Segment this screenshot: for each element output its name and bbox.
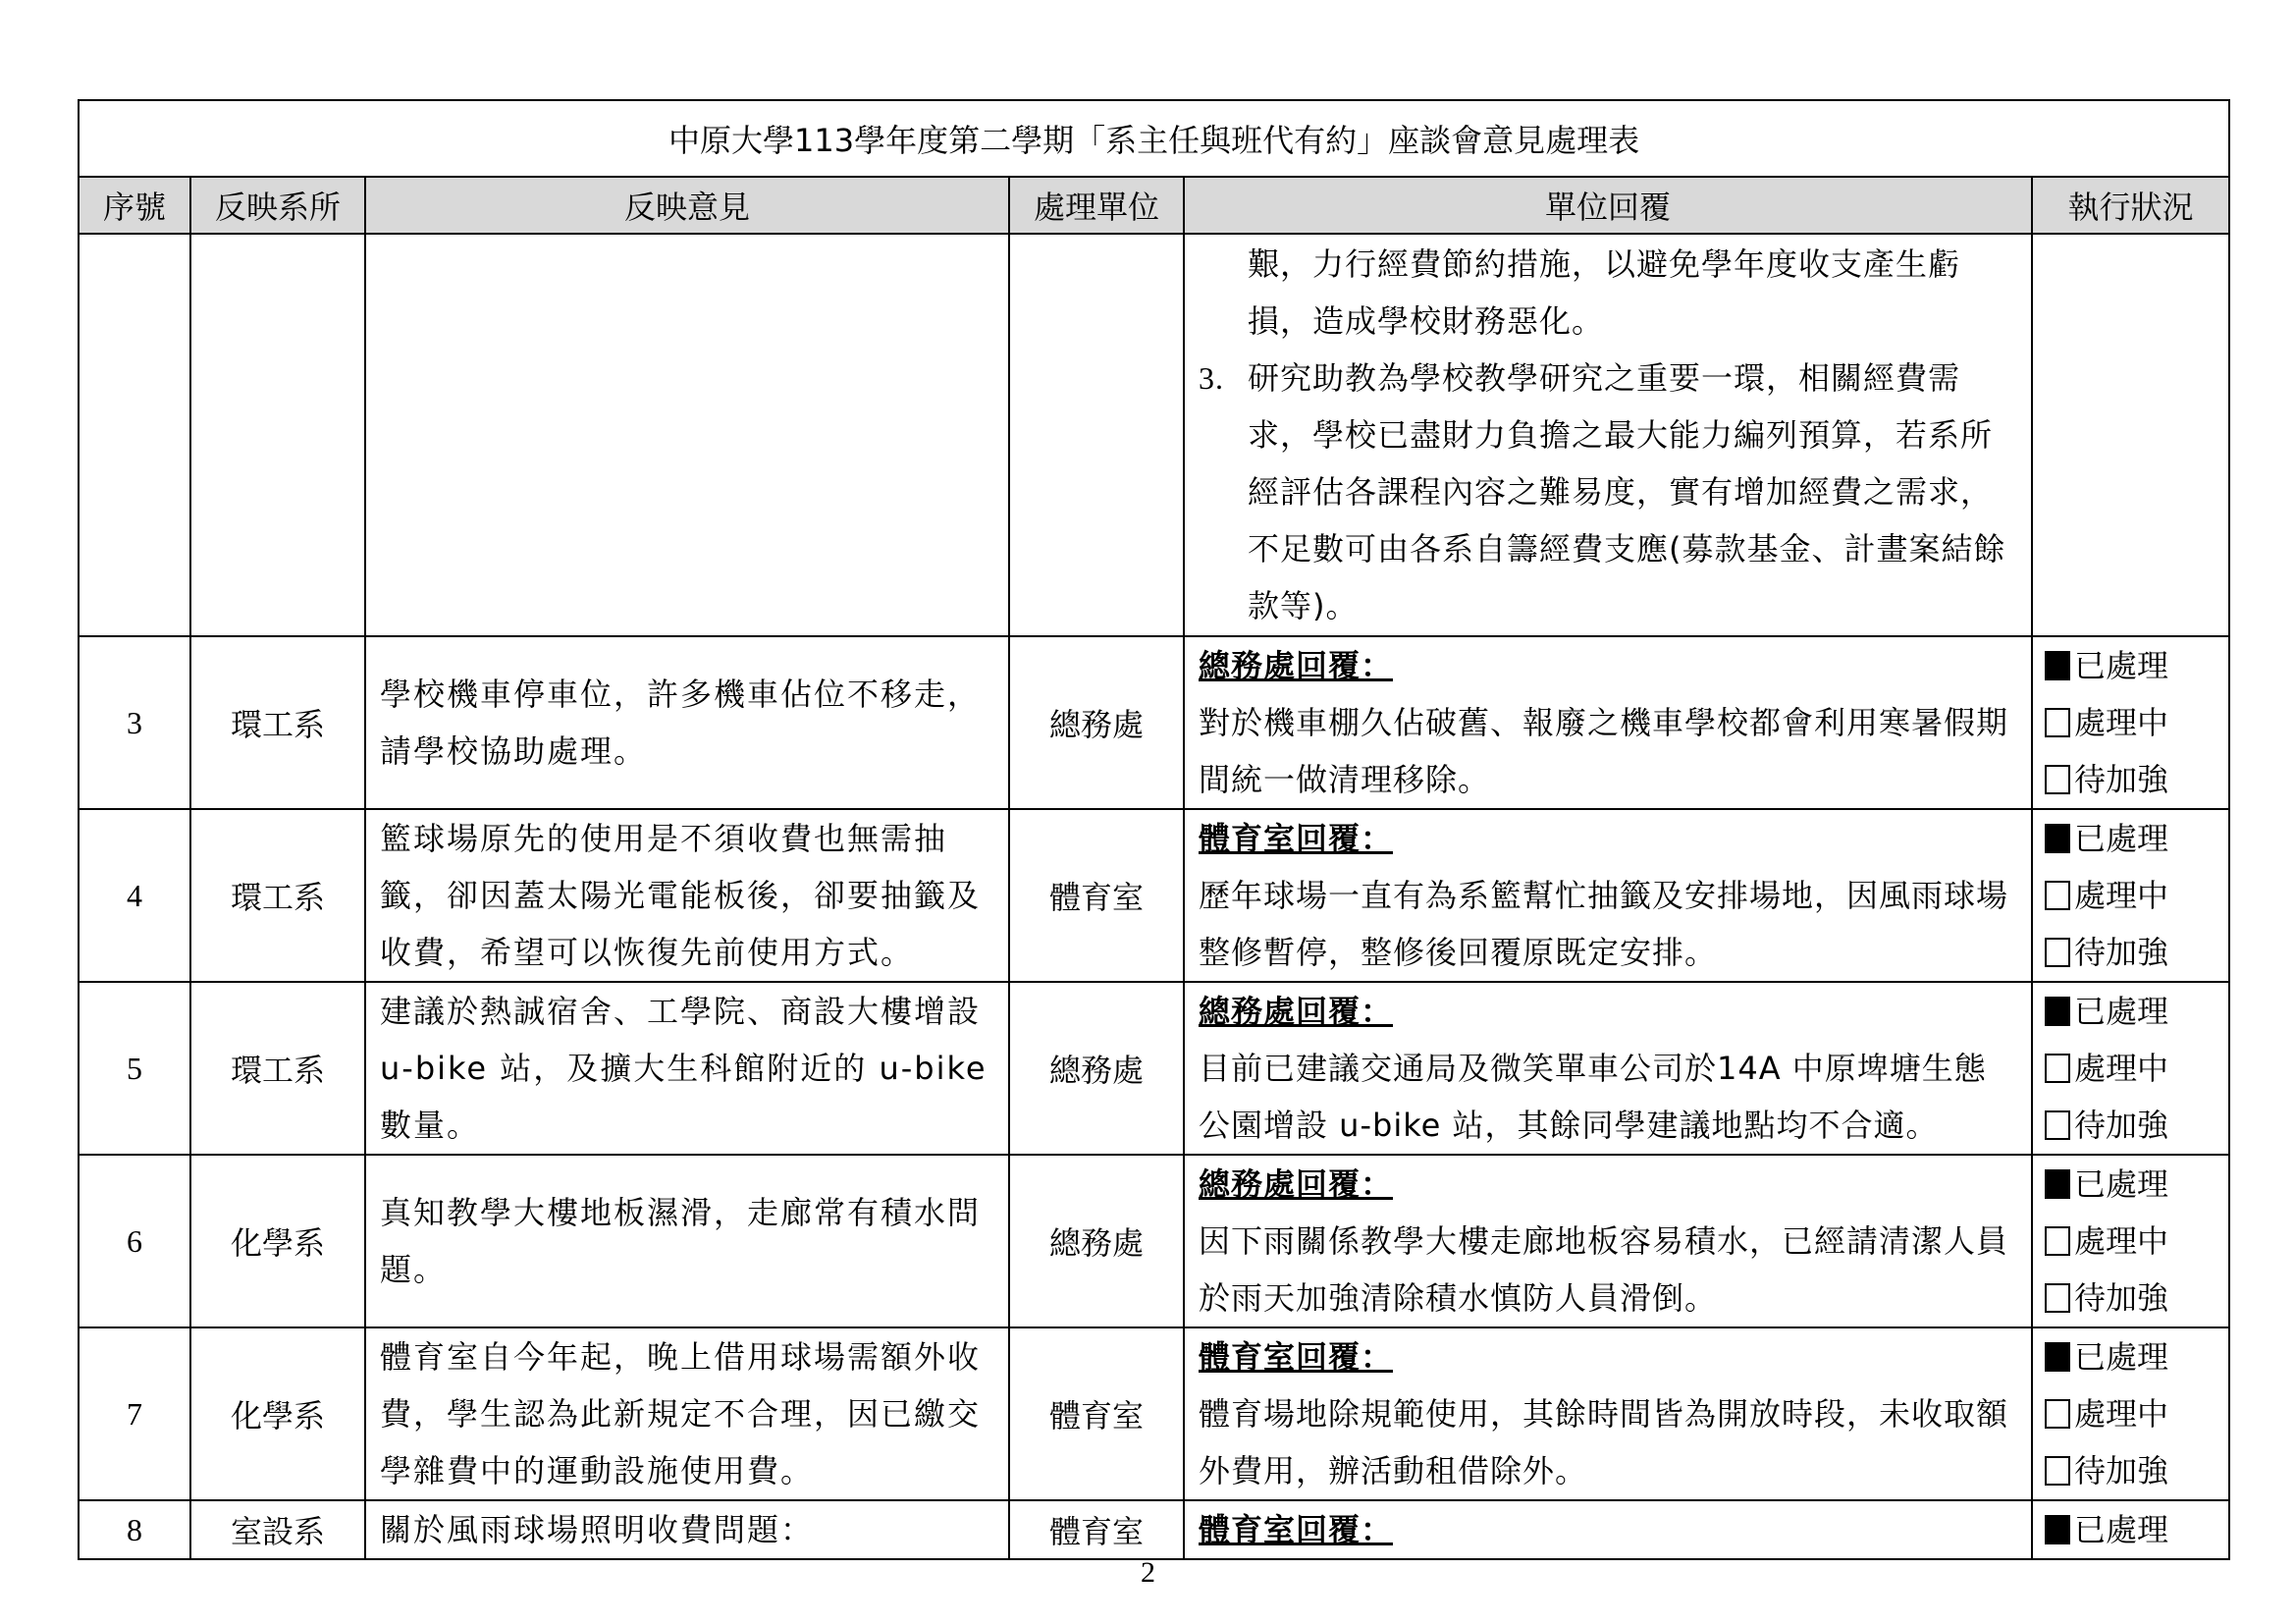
response-title: 體育室回覆：	[1199, 820, 1394, 857]
table-row	[79, 809, 2229, 982]
status-label: 處理中	[2074, 1395, 2169, 1433]
checkbox-icon	[2045, 938, 2070, 967]
continuation-line	[1199, 406, 2017, 463]
table-row	[79, 1155, 2229, 1327]
continuation-line	[1199, 350, 2017, 406]
row-seq: 6	[79, 1155, 190, 1327]
opinion-table	[78, 99, 2230, 1560]
continuation-response	[1184, 234, 2032, 636]
checkbox-icon	[2045, 824, 2070, 853]
table-row	[79, 1327, 2229, 1500]
response-title: 體育室回覆：	[1199, 1511, 1394, 1548]
row-response	[1184, 636, 2032, 809]
status-option	[2045, 694, 2228, 751]
row-opinion: 學校機車停車位，許多機車佔位不移走，請學校協助處理。	[365, 636, 1009, 809]
status-cell	[2032, 982, 2229, 1155]
row-dept: 室設系	[190, 1500, 365, 1559]
checkbox-icon	[2045, 1054, 2070, 1083]
checkbox-icon	[2045, 881, 2070, 910]
status-option	[2045, 924, 2228, 981]
row-seq: 4	[79, 809, 190, 982]
row-opinion: 建議於熱誠宿舍、工學院、商設大樓增設 u-bike 站，及擴大生科館附近的 u-bike 數量。	[365, 982, 1009, 1155]
header-opinion: 反映意見	[365, 177, 1009, 234]
row-dept: 化學系	[190, 1327, 365, 1500]
response-title: 體育室回覆：	[1199, 1338, 1394, 1376]
status-option	[2045, 1156, 2228, 1213]
status-option	[2045, 1328, 2228, 1385]
row-opinion: 籃球場原先的使用是不須收費也無需抽籤，卻因蓋太陽光電能板後，卻要抽籤及收費，希望可以恢復先前使用方式。	[365, 809, 1009, 982]
status-cell	[2032, 636, 2229, 809]
page-number: 2	[1141, 1556, 1155, 1589]
line-text: 艱，力行經費節約措施，以避免學年度收支產生虧	[1248, 245, 1961, 283]
status-label: 待加強	[2074, 934, 2169, 971]
status-option	[2045, 1213, 2228, 1270]
line-text: 求，學校已盡財力負擔之最大能力編列預算，若系所	[1248, 416, 1994, 454]
checkbox-icon	[2045, 1283, 2070, 1313]
row-seq: 8	[79, 1500, 190, 1559]
status-label: 已處理	[2074, 1511, 2169, 1548]
continuation-row	[79, 234, 2229, 636]
header-row	[79, 177, 2229, 234]
row-dept: 環工系	[190, 636, 365, 809]
checkbox-icon	[2045, 1342, 2070, 1372]
checkbox-icon	[2045, 651, 2070, 680]
continuation-line	[1199, 293, 2017, 350]
status-label: 處理中	[2074, 704, 2169, 741]
row-unit: 體育室	[1009, 1327, 1184, 1500]
table-row	[79, 1500, 2229, 1559]
row-opinion: 真知教學大樓地板濕滑，走廊常有積水問題。	[365, 1155, 1009, 1327]
row-unit: 總務處	[1009, 1155, 1184, 1327]
checkbox-icon	[2045, 708, 2070, 737]
line-text: 不足數可由各系自籌經費支應(募款基金、計畫案結餘	[1248, 530, 2006, 568]
continuation-line	[1199, 577, 2017, 634]
status-option	[2045, 810, 2228, 867]
status-label: 待加強	[2074, 1279, 2169, 1317]
row-dept: 環工系	[190, 809, 365, 982]
row-opinion: 關於風雨球場照明收費問題：	[365, 1500, 1009, 1559]
response-title: 總務處回覆：	[1199, 1165, 1394, 1203]
row-dept: 環工系	[190, 982, 365, 1155]
status-option	[2045, 867, 2228, 924]
status-option	[2045, 1501, 2228, 1558]
response-text: 歷年球場一直有為系籃幫忙抽籤及安排場地，因風雨球場整修暫停，整修後回覆原既定安排。	[1199, 877, 2009, 971]
status-label: 處理中	[2074, 1222, 2169, 1260]
header-response: 單位回覆	[1184, 177, 2032, 234]
status-option	[2045, 983, 2228, 1040]
response-title: 總務處回覆：	[1199, 993, 1394, 1030]
row-response	[1184, 1500, 2032, 1559]
header-dept: 反映系所	[190, 177, 365, 234]
response-text: 目前已建議交通局及微笑單車公司於14A 中原埤塘生態公園增設 u-bike 站，其餘同學建議地點均不合適。	[1199, 1050, 1987, 1144]
row-seq: 5	[79, 982, 190, 1155]
row-unit: 總務處	[1009, 982, 1184, 1155]
status-label: 已處理	[2074, 820, 2169, 857]
row-unit: 總務處	[1009, 636, 1184, 809]
status-cell	[2032, 1155, 2229, 1327]
status-option	[2045, 637, 2228, 694]
checkbox-icon	[2045, 765, 2070, 794]
status-label: 待加強	[2074, 1452, 2169, 1489]
checkbox-icon	[2045, 1226, 2070, 1256]
row-response	[1184, 1155, 2032, 1327]
response-text: 因下雨關係教學大樓走廊地板容易積水，已經請清潔人員於雨天加強清除積水慎防人員滑倒。	[1199, 1222, 2009, 1317]
checkbox-icon	[2045, 1456, 2070, 1486]
row-seq: 7	[79, 1327, 190, 1500]
row-dept: 化學系	[190, 1155, 365, 1327]
status-option	[2045, 751, 2228, 808]
status-option	[2045, 1270, 2228, 1326]
status-label: 已處理	[2074, 993, 2169, 1030]
checkbox-icon	[2045, 1515, 2070, 1544]
row-response	[1184, 982, 2032, 1155]
status-cell	[2032, 809, 2229, 982]
continuation-line	[1199, 236, 2017, 293]
status-cell	[2032, 1500, 2229, 1559]
status-label: 已處理	[2074, 647, 2169, 684]
row-seq: 3	[79, 636, 190, 809]
status-label: 已處理	[2074, 1165, 2169, 1203]
status-option	[2045, 1097, 2228, 1154]
line-text: 款等)。	[1248, 587, 1359, 624]
response-text: 對於機車棚久佔破舊、報廢之機車學校都會利用寒暑假期間統一做清理移除。	[1199, 704, 2009, 798]
row-response	[1184, 809, 2032, 982]
line-text: 經評估各課程內容之難易度，實有增加經費之需求，	[1248, 473, 1994, 511]
line-text: 損，造成學校財務惡化。	[1248, 302, 1605, 340]
response-text: 體育場地除規範使用，其餘時間皆為開放時段，未收取額外費用，辦活動租借除外。	[1199, 1395, 2009, 1489]
header-status: 執行狀況	[2032, 177, 2229, 234]
status-label: 處理中	[2074, 1050, 2169, 1087]
status-label: 待加強	[2074, 1107, 2169, 1144]
header-unit: 處理單位	[1009, 177, 1184, 234]
status-cell	[2032, 1327, 2229, 1500]
header-seq: 序號	[79, 177, 190, 234]
row-unit: 體育室	[1009, 1500, 1184, 1559]
checkbox-icon	[2045, 1169, 2070, 1199]
status-label: 待加強	[2074, 761, 2169, 798]
continuation-line	[1199, 463, 2017, 520]
checkbox-icon	[2045, 997, 2070, 1026]
row-opinion: 體育室自今年起，晚上借用球場需額外收費，學生認為此新規定不合理，因已繳交學雜費中的運動設施使用費。	[365, 1327, 1009, 1500]
continuation-line	[1199, 520, 2017, 577]
row-response	[1184, 1327, 2032, 1500]
checkbox-icon	[2045, 1399, 2070, 1429]
list-number: 3.	[1199, 360, 1224, 396]
checkbox-icon	[2045, 1110, 2070, 1140]
response-title: 總務處回覆：	[1199, 647, 1394, 684]
table-row	[79, 636, 2229, 809]
table-row	[79, 982, 2229, 1155]
status-label: 處理中	[2074, 877, 2169, 914]
line-text: 研究助教為學校教學研究之重要一環，相關經費需	[1248, 359, 1961, 397]
status-option	[2045, 1385, 2228, 1442]
table-title: 中原大學113學年度第二學期「系主任與班代有約」座談會意見處理表	[79, 100, 2229, 177]
row-unit: 體育室	[1009, 809, 1184, 982]
status-option	[2045, 1442, 2228, 1499]
status-label: 已處理	[2074, 1338, 2169, 1376]
status-option	[2045, 1040, 2228, 1097]
